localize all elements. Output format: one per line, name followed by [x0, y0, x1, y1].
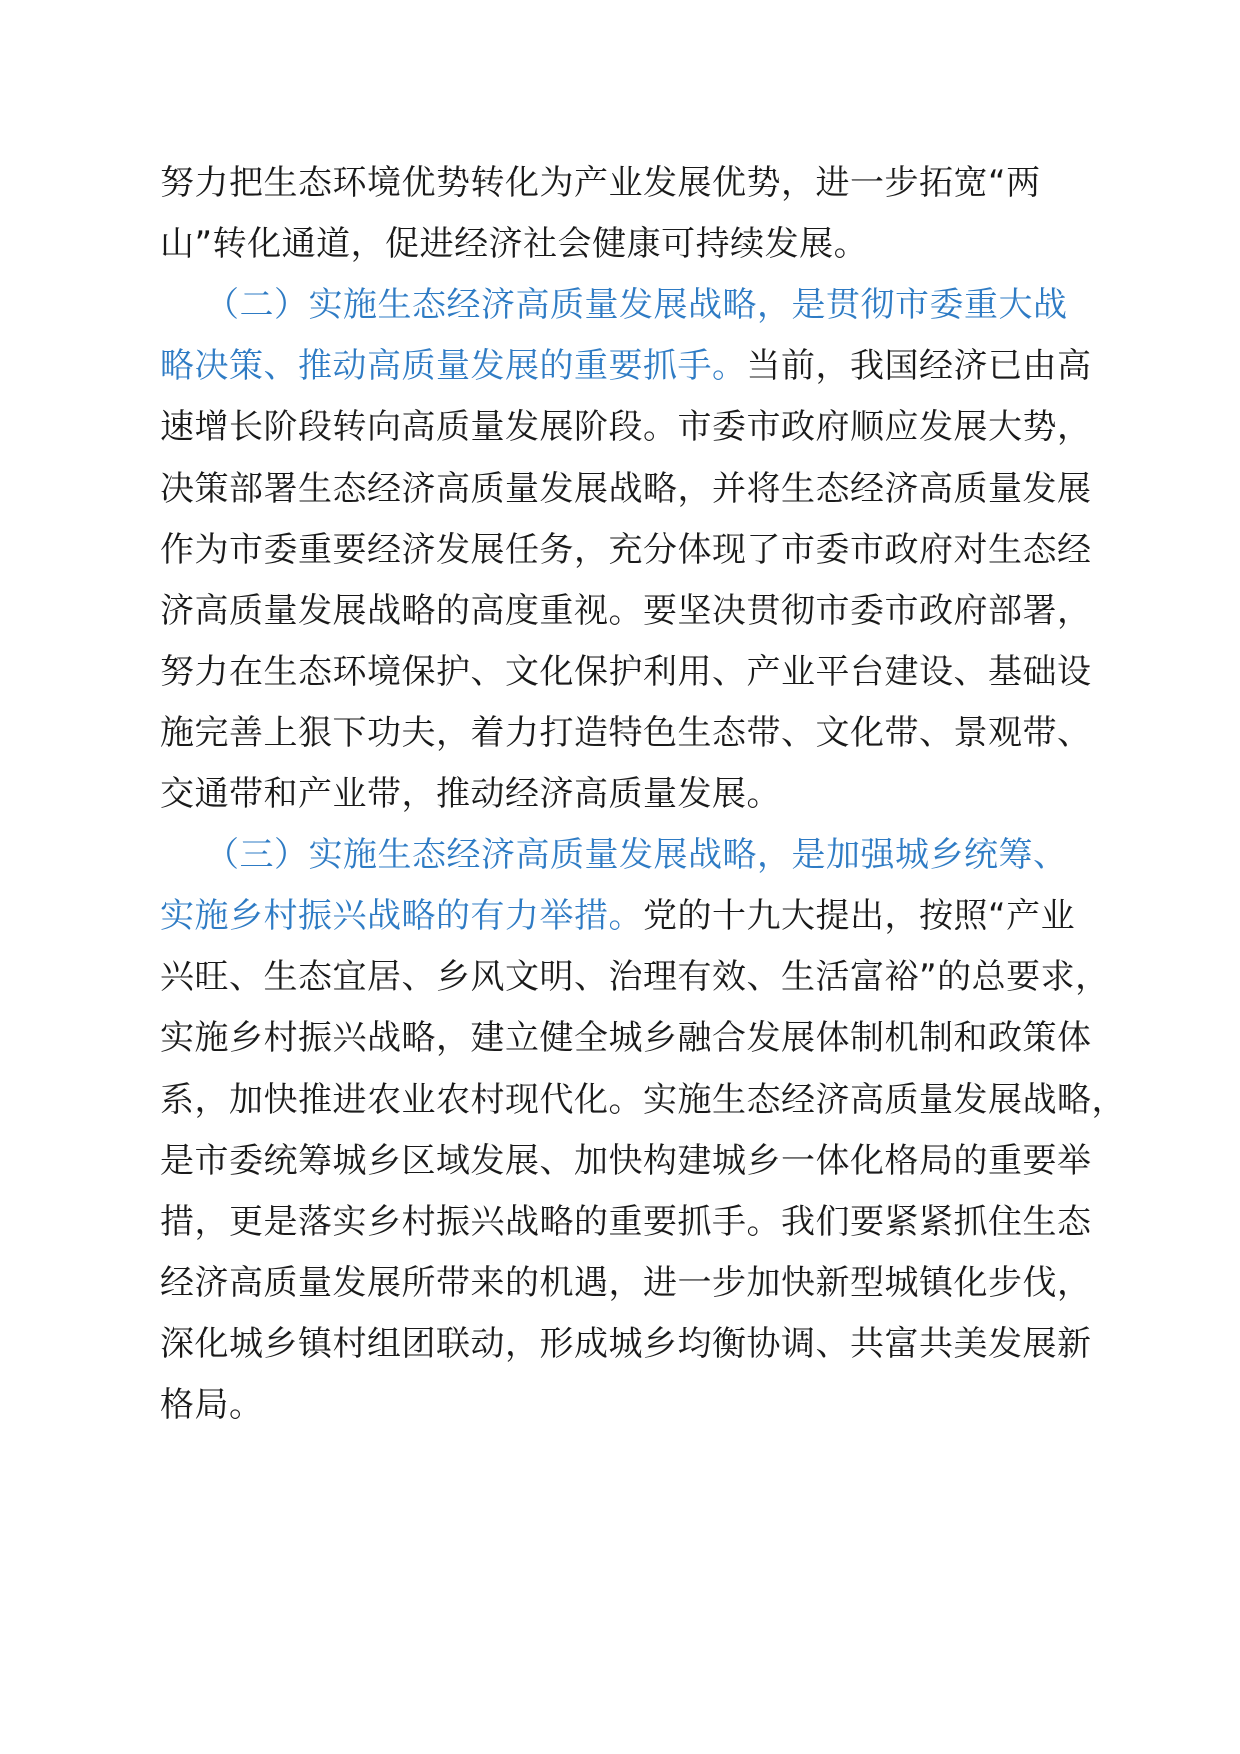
body-text: 速增长阶段转向高质量发展阶段。市委市政府顺应发展大势，	[160, 407, 1092, 448]
body-text: 努力在生态环境保护、文化保护利用、产业平台建设、基础设	[160, 651, 1092, 692]
body-text: 决策部署生态经济高质量发展战略，并将生态经济高质量发展	[160, 468, 1092, 509]
heading-text: 略决策、推动高质量发展的重要抓手。	[160, 346, 747, 387]
text-line	[160, 1015, 1092, 1061]
text-line	[160, 771, 781, 817]
body-text: 系，加快推进农业农村现代化。实施生态经济高质量发展战略，	[160, 1079, 1126, 1120]
body-text: 党的十九大提出，按照“产业	[643, 896, 1076, 937]
text-line	[160, 1382, 264, 1428]
body-text: 作为市委重要经济发展任务，充分体现了市委市政府对生态经	[160, 529, 1092, 570]
text-line	[160, 1199, 1092, 1245]
text-line	[160, 466, 1092, 512]
text-line	[160, 343, 1092, 389]
body-text: 格局。	[160, 1385, 264, 1425]
text-line	[160, 160, 1041, 206]
body-text: 兴旺、生态宜居、乡风文明、治理有效、生活富裕”的总要求，	[160, 957, 1110, 998]
body-text: 当前，我国经济已由高	[746, 346, 1092, 387]
body-text: 措，更是落实乡村振兴战略的重要抓手。我们要紧紧抓住生态	[160, 1201, 1092, 1242]
text-line	[205, 282, 1068, 328]
text-line	[160, 404, 1092, 450]
heading-text: （三）实施生态经济高质量发展战略，是加强城乡统筹、	[205, 835, 1068, 876]
text-line	[160, 1138, 1092, 1184]
text-line	[160, 1260, 1092, 1306]
body-text: 是市委统筹城乡区域发展、加快构建城乡一体化格局的重要举	[160, 1140, 1092, 1181]
body-text: 济高质量发展战略的高度重视。要坚决贯彻市委市政府部署，	[160, 590, 1092, 631]
heading-text: （二）实施生态经济高质量发展战略，是贯彻市委重大战	[205, 285, 1068, 326]
body-text: 实施乡村振兴战略，建立健全城乡融合发展体制机制和政策体	[160, 1018, 1092, 1059]
text-line	[160, 954, 1110, 1000]
body-text: 交通带和产业带，推动经济高质量发展。	[160, 774, 781, 814]
body-text: 施完善上狠下功夫，着力打造特色生态带、文化带、景观带、	[160, 712, 1092, 753]
text-line	[160, 221, 868, 267]
text-line	[160, 527, 1092, 573]
heading-text: 实施乡村振兴战略的有力举措。	[160, 896, 643, 937]
text-line	[160, 710, 1092, 756]
text-line	[160, 649, 1092, 695]
text-line	[160, 588, 1092, 634]
text-line	[160, 1321, 1092, 1367]
text-line	[205, 832, 1068, 878]
body-text: 山”转化通道，促进经济社会健康可持续发展。	[160, 224, 869, 265]
text-line	[160, 1077, 1126, 1123]
body-text: 努力把生态环境优势转化为产业发展优势，进一步拓宽“两	[160, 163, 1041, 203]
body-text: 经济高质量发展所带来的机遇，进一步加快新型城镇化步伐，	[160, 1262, 1092, 1303]
body-text: 深化城乡镇村组团联动，形成城乡均衡协调、共富共美发展新	[160, 1323, 1092, 1364]
text-line	[160, 893, 1075, 939]
